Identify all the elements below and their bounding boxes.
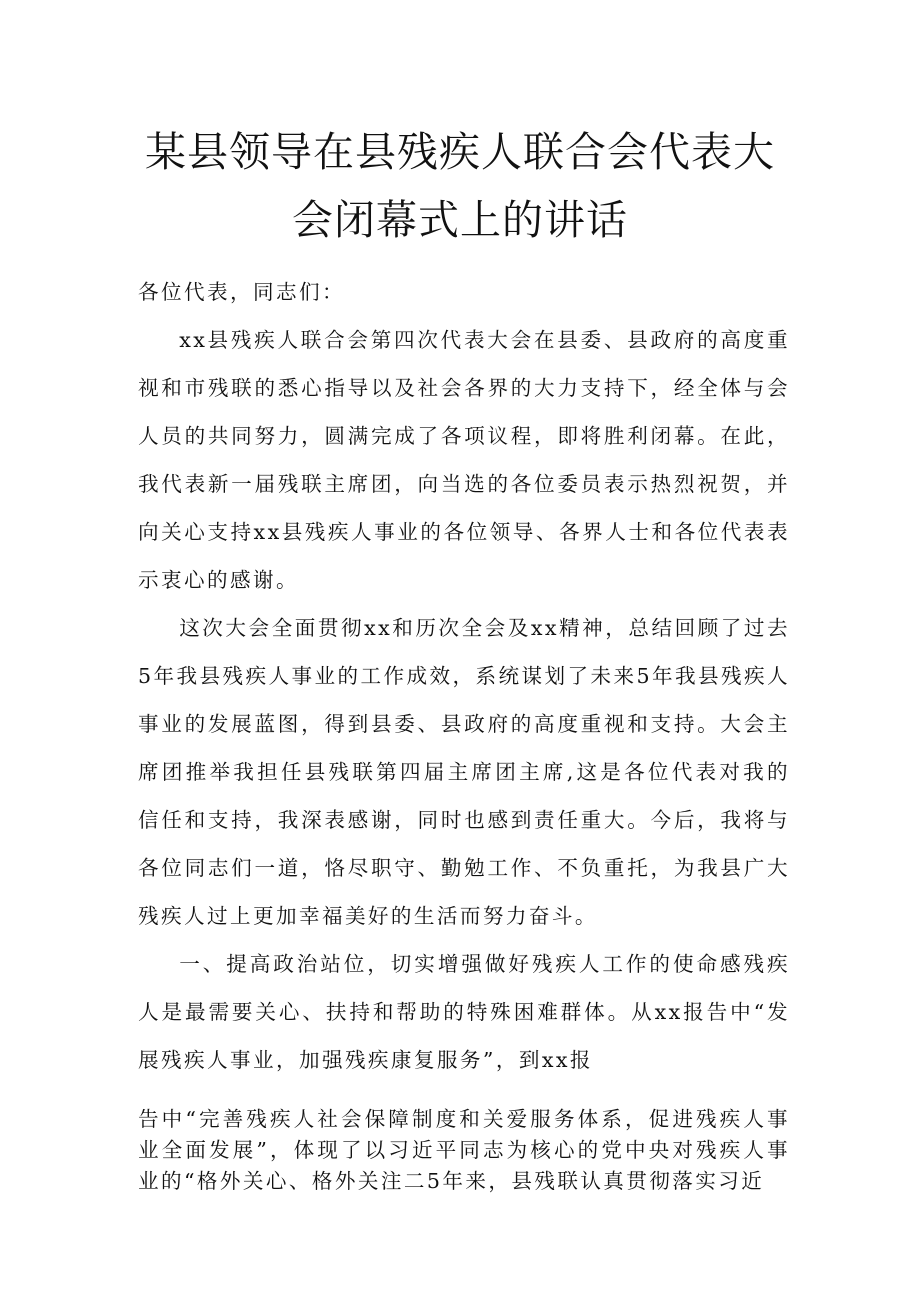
title-line-2: 会闭幕式上的讲话 [292,196,628,244]
title-line-1: 某县领导在县残疾人联合会代表大 [145,128,775,176]
paragraph-4: 告中“完善残疾人社会保障制度和关爱服务体系，促进残疾人事业全面发展”，体现了以习近平同志为核心的党中央对残疾人事业的“格外关心、格外关注二5年来，县残联认真贯彻落实习近 [138,1107,790,1193]
paragraph-1: xx县残疾人联合会第四次代表大会在县委、县政府的高度重视和市残联的悉心指导以及社会各界的大力支持下，经全体与会人员的共同努力，圆满完成了各项议程，即将胜利闭幕。在此，我代表新一届残联主席团，向当选的各位委员表示热烈祝贺，并向关心支持xx县残疾人事业的各位领导、各界人士和各位代表表示衷心的感谢。 [138,328,790,592]
salutation: 各位代表，同志们： [138,280,345,304]
document-body [138,268,790,1084]
document-title [110,118,810,254]
paragraph-3: 一、提高政治站位，切实增强做好残疾人工作的使命感残疾人是最需要关心、扶持和帮助的特殊困难群体。从xx报告中“发展残疾人事业，加强残疾康复服务”，到xx报 [138,952,790,1072]
paragraph-2: 这次大会全面贯彻xx和历次全会及xx精神，总结回顾了过去5年我县残疾人事业的工作成效，系统谋划了未来5年我县残疾人事业的发展蓝图，得到县委、县政府的高度重视和支持。大会主席团推举我担任县残联第四届主席团主席,这是各位代表对我的信任和支持，我深表感谢，同时也感到责任重大。今后，我将与各位同志们一道，恪尽职守、勤勉工作、不负重托，为我县广大残疾人过上更加幸福美好的生活而努力奋斗。 [138,616,790,928]
